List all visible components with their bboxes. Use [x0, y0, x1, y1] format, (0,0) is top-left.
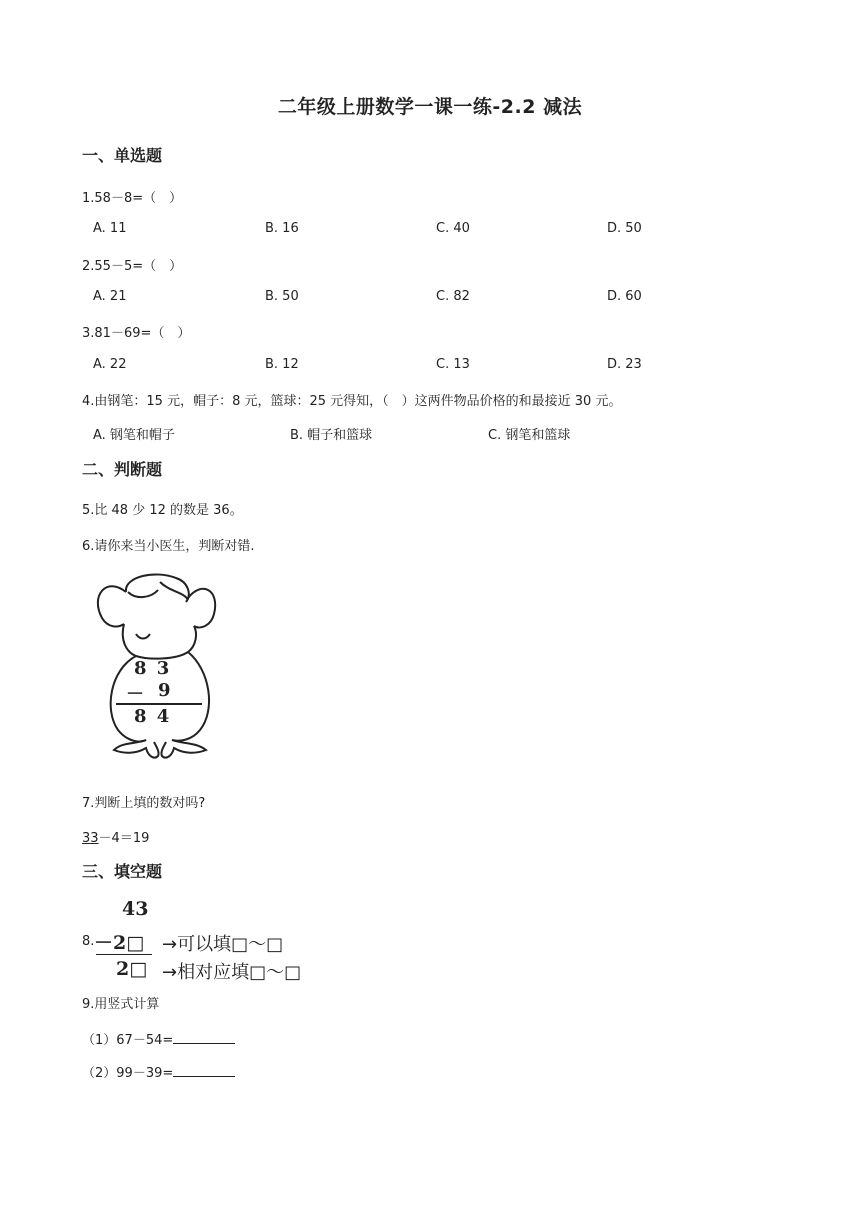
question-2-option-a: A. 21 [93, 289, 127, 304]
question-5-stem: 5.比 48 少 12 的数是 36。 [82, 503, 243, 518]
calc-minus-sign: － [126, 684, 144, 705]
question-6-stem: 6.请你来当小医生，判断对错. [82, 539, 255, 554]
question-7-underlined-number: 33 [82, 831, 99, 846]
answer-blank-2[interactable] [173, 1065, 235, 1077]
question-9-part-1 [82, 1029, 235, 1048]
question-7-expression [82, 827, 149, 846]
section-heading-single-choice: 一、单选题 [82, 146, 163, 165]
section-heading-fill-blank: 三、填空题 [82, 862, 163, 881]
question-8-label: 8. [82, 934, 95, 949]
calc-top-number: 8 3 [134, 658, 172, 679]
calc-result: 8 4 [134, 706, 172, 727]
question-2-option-b: B. 50 [265, 289, 299, 304]
question-8-result: 2□ [116, 958, 148, 980]
question-1-option-c: C. 40 [436, 221, 470, 236]
question-2-stem: 2.55－5=（ ） [82, 259, 183, 274]
question-1-option-d: D. 50 [607, 221, 642, 236]
question-3-stem: 3.81－69=（ ） [82, 326, 191, 341]
calc-subtrahend: 9 [158, 680, 171, 701]
question-8-subtrahend: －2□ [94, 932, 145, 954]
question-4-option-a: A. 钢笔和帽子 [93, 428, 175, 443]
question-8-block [82, 898, 342, 984]
question-3-option-b: B. 12 [265, 357, 299, 372]
question-7-expression-rest: －4＝19 [98, 831, 150, 846]
question-1-option-a: A. 11 [93, 221, 127, 236]
question-9-part-1-text: （1）67－54= [82, 1033, 174, 1048]
question-2-option-d: D. 60 [607, 289, 642, 304]
question-3-option-d: D. 23 [607, 357, 642, 372]
question-8-line [96, 954, 152, 955]
question-2-option-c: C. 82 [436, 289, 470, 304]
question-3-option-a: A. 22 [93, 357, 127, 372]
question-4-option-b: B. 帽子和篮球 [290, 428, 373, 443]
question-1-option-b: B. 16 [265, 221, 299, 236]
question-9-stem: 9.用竖式计算 [82, 997, 160, 1012]
question-8-top-number: 43 [122, 898, 149, 920]
question-8-hint-1: →可以填□～□ [162, 934, 284, 955]
question-9-part-2-text: （2）99－39= [82, 1066, 174, 1081]
section-heading-true-false: 二、判断题 [82, 460, 163, 479]
cartoon-figure-calculation [96, 570, 226, 765]
answer-blank-1[interactable] [173, 1032, 235, 1044]
question-1-stem: 1.58－8=（ ） [82, 191, 183, 206]
page-title: 二年级上册数学一课一练-2.2 减法 [277, 96, 583, 118]
question-3-option-c: C. 13 [436, 357, 470, 372]
question-4-option-c: C. 钢笔和篮球 [488, 428, 571, 443]
question-4-stem: 4.由钢笔：15 元，帽子：8 元，篮球：25 元得知，（ ）这两件物品价格的和最接近 30 元。 [82, 394, 622, 409]
question-7-stem: 7.判断上填的数对吗? [82, 796, 206, 811]
question-9-part-2 [82, 1062, 235, 1081]
question-8-hint-2: →相对应填□～□ [162, 962, 302, 983]
